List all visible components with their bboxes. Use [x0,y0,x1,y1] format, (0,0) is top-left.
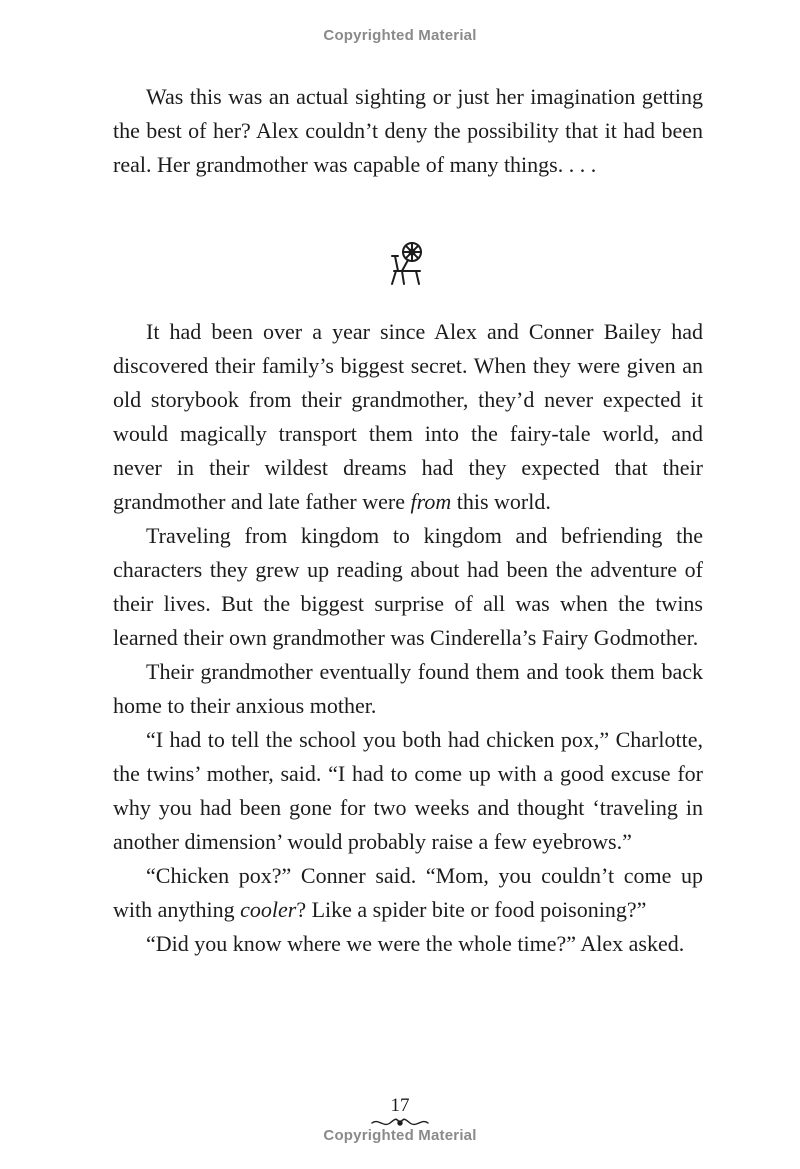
paragraph [113,315,703,519]
paragraph-text: “Chicken pox?” Conner said. “Mom, you couldn’t come up with anything [113,863,703,922]
text-section-main [113,315,703,961]
paragraph: “I had to tell the school you both had chicken pox,” Charlotte, the twins’ mother, said. “I had to come up with a good excuse for why you had been gone for two weeks and thought ‘traveling in another dimension’ would probably raise a few eyebrows.” [113,727,703,854]
paragraph-text: It had been over a year since Alex and Conner Bailey had discovered their family’s biggest secret. When they were given an old storybook from their grandmother, they’d never expected it would magically transport them into the fairy-tale world, and never in their wildest dreams had they expected that their grandmother and late father were [113,319,703,514]
paragraph: “Did you know where we were the whole time?” Alex asked. [146,931,685,956]
paragraph: Traveling from kingdom to kingdom and befriending the characters they grew up reading about had been the adventure of their lives. But the biggest surprise of all was when the twins learned their own grandmother was Cinderella’s Fairy Godmother. [113,523,703,650]
page-number: 17 [390,1095,410,1116]
text-section-top [113,80,703,182]
italic-text: cooler [240,897,297,922]
paragraph: Their grandmother eventually found them and took them back home to their anxious mother. [113,659,703,718]
copyright-watermark-bottom: Copyrighted Material [323,1127,477,1144]
paragraph-text: this world. [456,489,551,514]
paragraph [113,859,703,927]
paragraph: Was this was an actual sighting or just her imagination getting the best of her? Alex couldn’t deny the possibility that it had been real. Her grandmother was capable of many things. . . . [113,84,703,177]
spinning-wheel-icon [386,238,428,286]
copyright-watermark-top: Copyrighted Material [323,27,477,44]
paragraph-text: ? Like a spider bite or food poisoning?” [296,897,647,922]
italic-text: from [410,489,452,514]
